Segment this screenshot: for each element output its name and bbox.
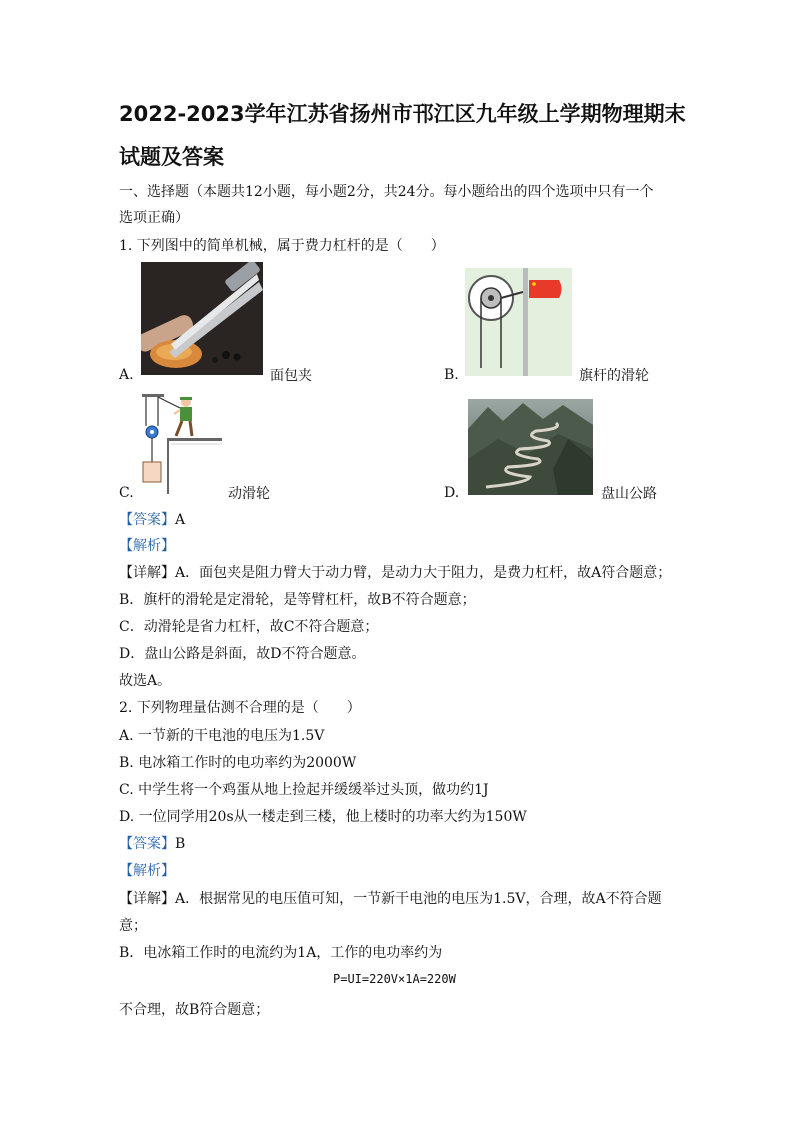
q2-answer-value: B [175, 836, 186, 852]
q2-answer [119, 833, 185, 853]
q2-answer-tag: 【答案】 [119, 836, 175, 852]
q1-detail-tag: 【详解】 [119, 565, 175, 581]
q2-option-b: B. 电冰箱工作时的电功率约为2000W [119, 755, 357, 771]
q2-detail-b-end: 不合理，故B符合题意； [119, 1002, 270, 1018]
q2-detail-a-line2: 意； [119, 918, 147, 934]
q1-option-c-letter: C. [119, 485, 134, 501]
q1-conclusion: 故选A。 [119, 673, 172, 689]
q2-stem: 2. 下列物理量估测不合理的是（ ） [119, 700, 361, 716]
q1-detail-c: C．动滑轮是省力杠杆，故C不符合题意； [119, 619, 379, 635]
movable-pulley-image [138, 392, 222, 494]
q1-answer [119, 509, 185, 529]
q2-detail-a-text: A．根据常见的电压值可知，一节新干电池的电压为1.5V，合理，故A不符合题 [175, 891, 662, 907]
q1-answer-value: A [175, 512, 186, 528]
q1-option-d-letter: D. [444, 485, 460, 501]
page-title-line2: 试题及答案 [119, 145, 224, 169]
q2-option-a: A. 一节新的干电池的电压为1.5V [119, 728, 325, 744]
q2-analysis-tag: 【解析】 [119, 863, 175, 879]
q1-detail-d: D．盘山公路是斜面，故D不符合题意。 [119, 646, 366, 662]
q1-option-d-label: 盘山公路 [601, 486, 657, 502]
q1-answer-tag: 【答案】 [119, 512, 175, 528]
q2-detail-b: B．电冰箱工作时的电流约为1A，工作的电功率约为 [119, 945, 443, 961]
section-header: 一、选择题（本题共12小题，每小题2分，共24分。每小题给出的四个选项中只有一个 [119, 184, 654, 200]
q1-option-b-letter: B. [444, 367, 459, 383]
mountain-road-image [468, 399, 593, 495]
q1-detail-a [119, 562, 671, 582]
q2-detail-tag: 【详解】 [119, 891, 175, 907]
q1-detail-a-text: A．面包夹是阻力臂大于动力臂，是动力大于阻力，是费力杠杆，故A符合题意； [175, 565, 672, 581]
q1-stem: 1. 下列图中的简单机械，属于费力杠杆的是（ ） [119, 238, 445, 254]
q1-detail-b: B．旗杆的滑轮是定滑轮，是等臂杠杆，故B不符合题意； [119, 592, 476, 608]
q2-detail-a [119, 888, 662, 908]
section-header-line2: 选项正确） [119, 210, 189, 226]
q2-formula: P=UI=220V×1A=220W [333, 972, 456, 986]
q1-option-b-label: 旗杆的滑轮 [579, 368, 649, 384]
flagpole-pulley-image [465, 268, 572, 376]
page-title: 2022-2023学年江苏省扬州市邗江区九年级上学期物理期末 [119, 102, 686, 126]
q2-option-c: C. 中学生将一个鸡蛋从地上捡起并缓缓举过头顶，做功约1J [119, 782, 489, 798]
q1-analysis-tag: 【解析】 [119, 538, 175, 554]
bread-tongs-image [141, 262, 263, 375]
q1-option-c-label: 动滑轮 [228, 486, 270, 502]
q1-option-a-label: 面包夹 [270, 368, 312, 384]
q1-option-a-letter: A. [119, 367, 134, 383]
q2-option-d: D. 一位同学用20s从一楼走到三楼，他上楼时的功率大约为150W [119, 809, 527, 825]
